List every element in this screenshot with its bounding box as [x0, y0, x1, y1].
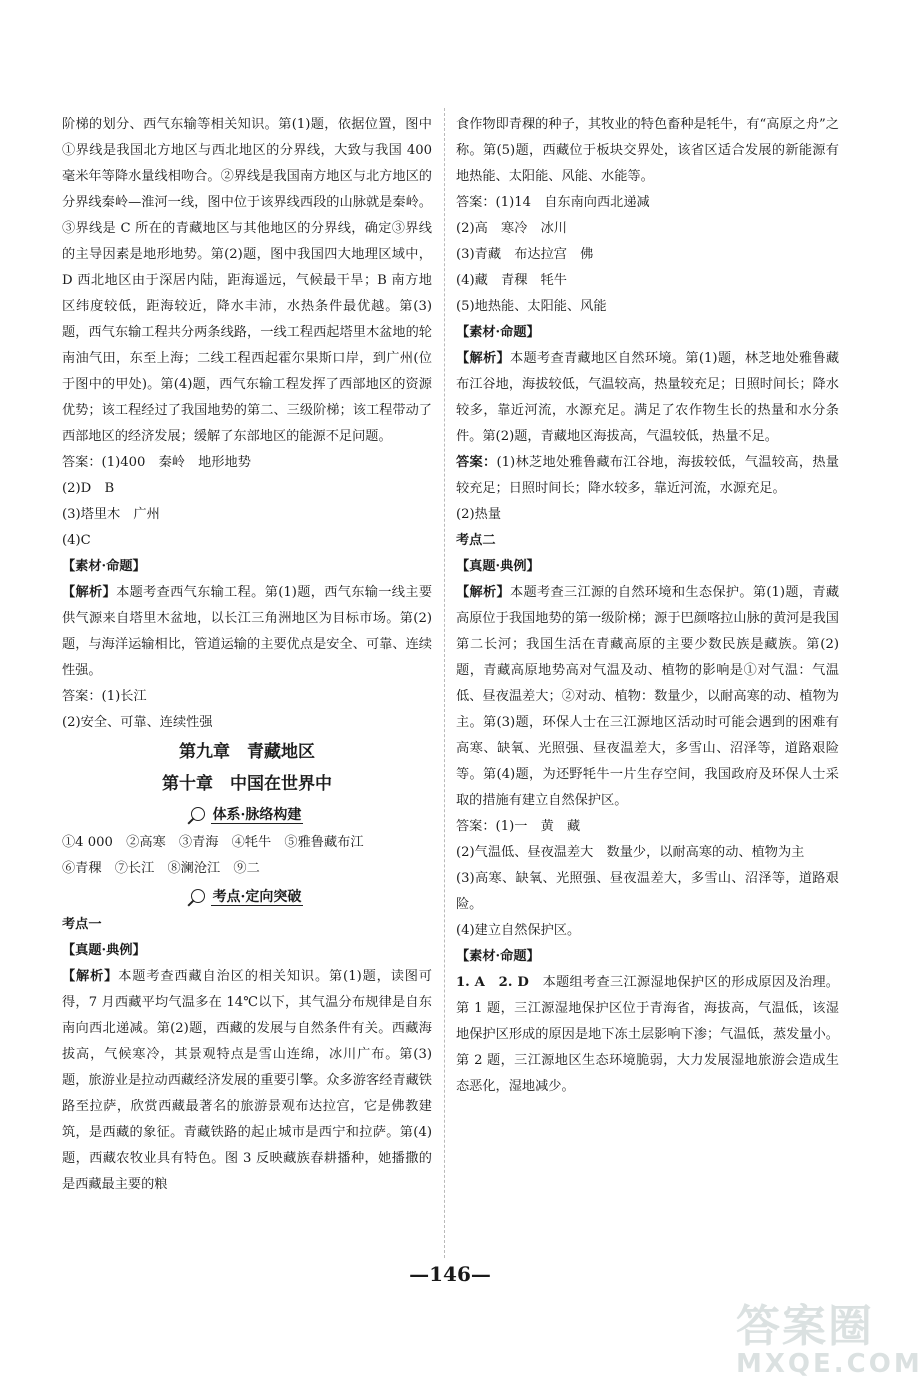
answer-line: (2)D B: [62, 481, 115, 496]
section-heading-text: 体系·脉络构建: [212, 807, 302, 823]
answer-line: (5)地热能、太阳能、风能: [456, 299, 607, 314]
section-heading-text: 考点·定向突破: [212, 889, 302, 905]
answer-line: (4)C: [62, 533, 91, 548]
paragraph: 食作物即青稞的种子，其牧业的特色畜种是牦牛，有“高原之舟”之称。第(5)题，西藏位于板块交界处，该省区适合发展的新能源有地热能、太阳能、风能、水能等。: [456, 117, 839, 184]
page-number: —146—: [409, 1262, 491, 1286]
analysis-text: 本题考查三江源的自然环境和生态保护。第(1)题，青藏高原位于我国地势的第一级阶梯；源于巴颜喀拉山脉的黄河是我国第二长河；我国生活在青藏高原的主要少数民族是藏族。第(2)题，青藏高原地势高对气温及动、植物的影响是①对气温：气温低、昼夜温差大；②对动、植物：数量少，以耐高寒的动、植物为主。第(3)题，环保人士在三江源地区活动时可能会遇到的困难有高寒、缺氧、光照强、昼夜温差大，多雪山、沼泽等，道路艰险等。第(4)题，为还野牦牛一片生存空间，我国政府及环保人士采取的措施有建立自然保护区。: [456, 585, 840, 808]
column-divider: [444, 108, 445, 1258]
heading-material: 【素材·命题】: [456, 325, 540, 340]
heading-material: 【素材·命题】: [456, 949, 540, 964]
chapter-title: 第九章 青藏地区: [179, 742, 315, 762]
analysis-label: 【解析】: [62, 969, 119, 984]
answer-text: (1)林芝地处雅鲁藏布江谷地，海拔较低，气温较高，热量较充足；日照时间长；降水较多，靠近河流，水源充足。: [456, 455, 839, 496]
kaodian-heading: 考点一: [62, 917, 102, 932]
answer-line: (4)建立自然保护区。: [456, 923, 581, 938]
answer-line: (3)塔里木 广州: [62, 507, 160, 522]
answer-paragraph: [456, 450, 839, 502]
magnifier-icon: [191, 807, 205, 821]
analysis-text: 本题考查青藏地区自然环境。第(1)题，林芝地处雅鲁藏布江谷地，海拔较低，气温较高，热量较充足；日照时间长；降水较多，靠近河流，水源充足。满足了农作物生长的热量和水分条件。第(2)题，青藏地区海拔高，气温较低，热量不足。: [456, 351, 840, 444]
analysis-paragraph: [62, 964, 432, 1198]
heading-material: 【素材·命题】: [62, 559, 146, 574]
keyword-line: ⑥青稞 ⑦长江 ⑧澜沧江 ⑨二: [62, 861, 260, 876]
watermark-top: 答案圈: [736, 1301, 874, 1352]
analysis-paragraph: [62, 580, 432, 684]
paragraph: 阶梯的划分、西气东输等相关知识。第(1)题，依据位置，图中①界线是我国北方地区与西北地区的分界线，大致与我国 400 毫米年等降水量线相吻合。②界线是我国南方地区与北方地区的分界线秦岭—淮河一线，图中位于该界线西段的山脉就是秦岭。③界线是 C 所在的青藏地区与其他地区的分界线，确定③界线的主导因素是地形地势。第(2)题，图中我国四大地理区域中，D 西北地区由于深居内陆，距海遥远，气候最干旱；B 南方地区纬度较低，距海较近，降水丰沛，水热条件最优越。第(3)题，西气东输工程共分两条线路，一线工程西起塔里木盆地的轮南油气田，东至上海；二线工程西起霍尔果斯口岸，到广州(位于图中的甲处)。第(4)题，西气东输工程发挥了西部地区的资源优势；该工程经过了我国地势的第二、三级阶梯；该工程带动了西部地区的经济发展；缓解了东部地区的能源不足问题。: [62, 117, 432, 444]
heading-example: 【真题·典例】: [62, 943, 146, 958]
kaodian-heading: 考点二: [456, 533, 496, 548]
answer-line: 答案：(1)400 秦岭 地形地势: [62, 455, 251, 470]
section-heading: [62, 802, 432, 828]
left-column: [62, 112, 432, 1198]
answer-line: (2)气温低、昼夜温差大 数量少，以耐高寒的动、植物为主: [456, 845, 805, 860]
answer-line: 答案：(1)14 自东南向西北递减: [456, 195, 650, 210]
analysis-label: 【解析】: [62, 585, 117, 600]
heading-example: 【真题·典例】: [456, 559, 540, 574]
keyword-line: ①4 000 ②高寒 ③青海 ④牦牛 ⑤雅鲁藏布江: [62, 835, 364, 850]
section-heading: [62, 884, 432, 910]
analysis-label: 【解析】: [456, 351, 510, 366]
answer-line: (2)安全、可靠、连续性强: [62, 715, 213, 730]
question-group-text: 本题组考查三江源湿地保护区的形成原因及治理。第 1 题，三江源湿地保护区位于青海省，海拔高，气温低，该湿地保护区形成的原因是地下冻土层影响下渗；气温低，蒸发量小。第 2 题，三江源地区生态环境脆弱，大力发展湿地旅游会造成生态恶化，湿地减少。: [456, 975, 839, 1094]
answer-line: 答案：(1)长江: [62, 689, 147, 704]
answer-line: (2)热量: [456, 507, 502, 522]
watermark-logo: [736, 1301, 923, 1387]
answer-line: (3)青藏 布达拉宫 佛: [456, 247, 594, 262]
question-answers: 1. A 2. D: [456, 975, 529, 990]
answer-label: 答案：: [456, 455, 497, 470]
answer-line: (2)高 寒冷 冰川: [456, 221, 567, 236]
watermark-bottom: MXQE.COM: [736, 1349, 923, 1379]
analysis-text: 本题考查西气东输工程。第(1)题，西气东输一线主要供气源来自塔里木盆地，以长江三角洲地区为目标市场。第(2)题，与海洋运输相比，管道运输的主要优点是安全、可靠、连续性强。: [62, 585, 433, 678]
analysis-paragraph: [456, 346, 839, 450]
answer-line: (4)藏 青稞 牦牛: [456, 273, 567, 288]
magnifier-icon: [191, 889, 205, 903]
analysis-text: 本题考查西藏自治区的相关知识。第(1)题，读图可得，7 月西藏平均气温多在 14℃以下，其气温分布规律是自东南向西北递减。第(2)题，西藏的发展与自然条件有关。西藏海拔高，气候寒冷，其景观特点是雪山连绵，冰川广布。第(3)题，旅游业是拉动西藏经济发展的重要引擎。众多游客经青藏铁路至拉萨，欣赏西藏最著名的旅游景观布达拉宫，它是佛教建筑，是西藏的象征。青藏铁路的起止城市是西宁和拉萨。第(4)题，西藏农牧业具有特色。图 3 反映藏族春耕播种，她播撒的是西藏最主要的粮: [62, 969, 432, 1192]
chapter-title: 第十章 中国在世界中: [162, 774, 332, 794]
analysis-paragraph: [456, 580, 839, 814]
analysis-label: 【解析】: [456, 585, 510, 600]
answer-line: 答案：(1)一 黄 藏: [456, 819, 581, 834]
right-column: [456, 112, 839, 1100]
answer-line: (3)高寒、缺氧、光照强、昼夜温差大，多雪山、沼泽等，道路艰险。: [456, 871, 839, 912]
question-group-paragraph: [456, 970, 839, 1100]
